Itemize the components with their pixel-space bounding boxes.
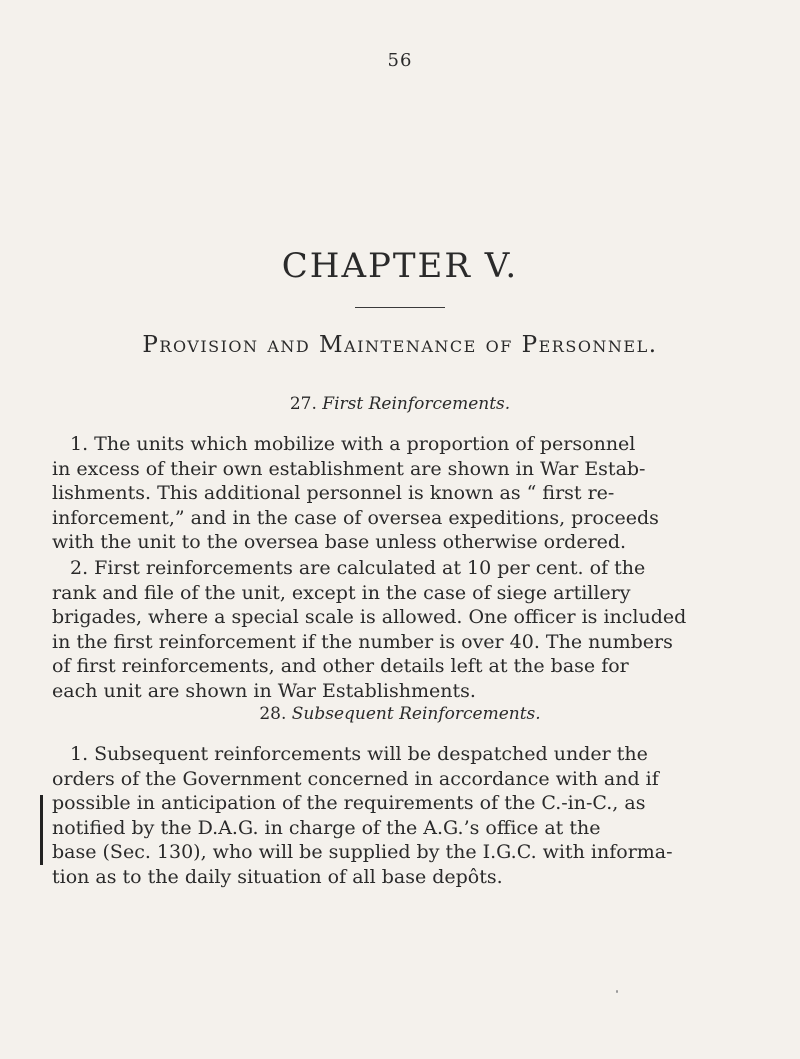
section-title: First Reinforcements. bbox=[322, 394, 511, 414]
section-number: 27. bbox=[289, 394, 317, 414]
text-line: rank and file of the unit, except in the case of siege artillery bbox=[52, 581, 631, 604]
section-number: 28. bbox=[259, 704, 287, 724]
section-title: Subsequent Reinforcements. bbox=[291, 704, 541, 724]
text-line: possible in anticipation of the requirements of the C.-in-C., as bbox=[52, 792, 646, 814]
text-line: brigades, where a special scale is allowed. One officer is included bbox=[52, 606, 687, 628]
text-line: inforcement,” and in the case of oversea expeditions, proceeds bbox=[52, 506, 659, 529]
text-line: in excess of their own establishment are shown in War Estab- bbox=[52, 457, 646, 480]
paragraph-27-2 bbox=[52, 556, 792, 703]
text-line: 1. The units which mobilize with a proportion of personnel bbox=[70, 433, 636, 455]
text-line: lishments. This additional personnel is known as “ first re- bbox=[52, 482, 615, 504]
text-line: notified by the D.A.G. in charge of the A.G.’s office at the bbox=[52, 816, 601, 839]
section-heading-28 bbox=[0, 704, 800, 724]
chapter-divider bbox=[355, 307, 445, 308]
text-line: 1. Subsequent reinforcements will be despatched under the bbox=[70, 743, 648, 765]
text-line: of first reinforcements, and other details left at the base for bbox=[52, 655, 629, 677]
section-heading-27 bbox=[0, 394, 800, 414]
chapter-title: CHAPTER V. bbox=[281, 246, 519, 286]
text-line: tion as to the daily situation of all base depôts. bbox=[52, 865, 503, 888]
margin-bar bbox=[40, 795, 43, 865]
page-number: 56 bbox=[387, 50, 413, 71]
part-title: Provision and Maintenance of Personnel. bbox=[142, 332, 658, 358]
text-line: 2. First reinforcements are calculated at 10 per cent. of the bbox=[70, 557, 646, 579]
text-line: each unit are shown in War Establishments. bbox=[52, 679, 476, 702]
text-line: base (Sec. 130), who will be supplied by the I.G.C. with informa- bbox=[52, 841, 673, 863]
paper-speck bbox=[616, 990, 618, 993]
text-line: orders of the Government concerned in accordance with and if bbox=[52, 767, 659, 790]
text-line: with the unit to the oversea base unless otherwise ordered. bbox=[52, 531, 627, 553]
paragraph-28-1 bbox=[52, 742, 792, 889]
text-line: in the first reinforcement if the number is over 40. The numbers bbox=[52, 630, 673, 653]
paragraph-27-1 bbox=[52, 432, 792, 555]
